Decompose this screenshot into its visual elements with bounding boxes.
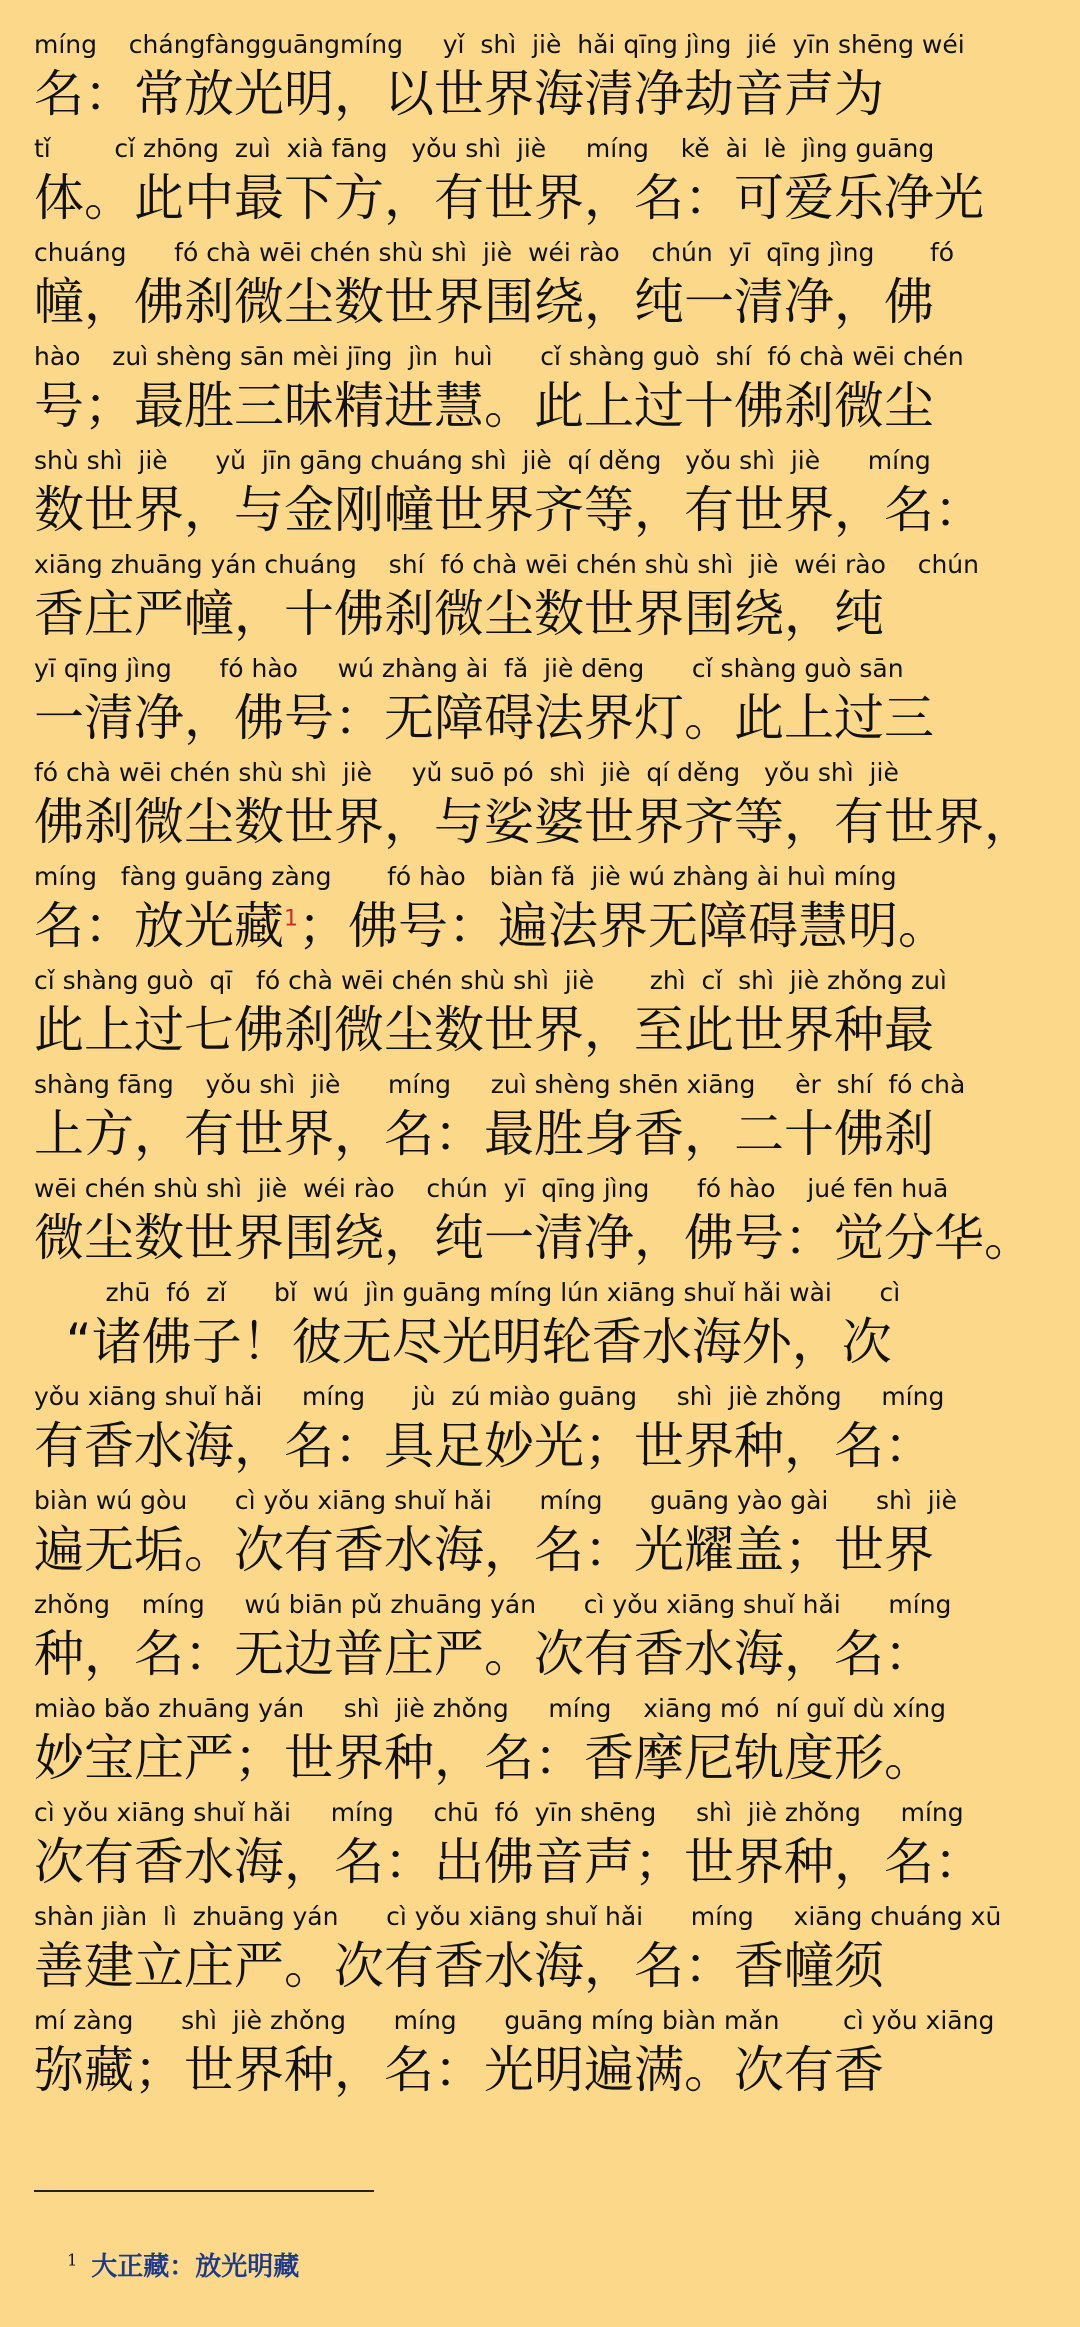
footnote: [34, 2207, 300, 2282]
text-line: [34, 1276, 1046, 1380]
pinyin-line: shàn jiàn lì zhuāng yán cì yǒu xiāng shuǐ hǎi míng xiāng chuáng xū: [34, 1902, 1002, 1931]
hanzi-line: 遍无垢。次有香水海，名：光耀盖；世界: [34, 1521, 934, 1579]
pinyin-line: shàng fāng yǒu shì jiè míng zuì shèng shēn xiāng èr shí fó chà: [34, 1070, 966, 1099]
hanzi-segment: ；佛号：遍法界无障碍慧明。: [298, 897, 948, 955]
text-line: [34, 444, 1046, 548]
pinyin-line: shù shì jiè yǔ jīn gāng chuáng shì jiè qí děng yǒu shì jiè míng: [34, 446, 931, 475]
hanzi-line: 次有香水海，名：出佛音声；世界种，名：: [34, 1833, 984, 1891]
text-line: [34, 1588, 1046, 1692]
hanzi-line: 有香水海，名：具足妙光；世界种，名：: [34, 1417, 934, 1475]
pinyin-line: chuáng fó chà wēi chén shù shì jiè wéi rào chún yī qīng jìng fó: [34, 238, 955, 267]
pinyin-line: cì yǒu xiāng shuǐ hǎi míng chū fó yīn shēng shì jiè zhǒng míng: [34, 1798, 964, 1827]
text-line: [34, 1068, 1046, 1172]
text-line: [34, 756, 1046, 860]
hanzi-line: 名：常放光明，以世界海清净劫音声为: [34, 65, 884, 123]
text-line: [34, 340, 1046, 444]
pinyin-line: zhū fó zǐ bǐ wú jìn guāng míng lún xiāng shuǐ hǎi wài cì: [34, 1278, 901, 1307]
footnote-number: 1: [67, 2250, 78, 2270]
pinyin-line: tǐ cǐ zhōng zuì xià fāng yǒu shì jiè míng kě ài lè jìng guāng: [34, 134, 935, 163]
pinyin-line: míng chángfàngguāngmíng yǐ shì jiè hǎi qīng jìng jié yīn shēng wéi: [34, 30, 965, 59]
pinyin-line: miào bǎo zhuāng yán shì jiè zhǒng míng xiāng mó ní guǐ dù xíng: [34, 1694, 946, 1723]
text-line: [34, 1692, 1046, 1796]
text-line: [34, 28, 1046, 132]
hanzi-line: 香庄严幢，十佛刹微尘数世界围绕，纯: [34, 585, 884, 643]
hanzi-line-with-footnote: [34, 894, 1046, 958]
footnote-divider: [34, 2190, 374, 2192]
footnote-marker[interactable]: 1: [284, 906, 298, 932]
hanzi-line: 上方，有世界，名：最胜身香，二十佛刹: [34, 1105, 934, 1163]
hanzi-line: 善建立庄严。次有香水海，名：香幢须: [34, 1937, 884, 1995]
text-line: [34, 1484, 1046, 1588]
text-line: [34, 964, 1046, 1068]
pinyin-line: mí zàng shì jiè zhǒng míng guāng míng biàn mǎn cì yǒu xiāng: [34, 2006, 995, 2035]
text-line: [34, 132, 1046, 236]
text-line: [34, 1172, 1046, 1276]
text-line: [34, 652, 1046, 756]
hanzi-line: 此上过七佛刹微尘数世界，至此世界种最: [34, 1001, 934, 1059]
pinyin-line: wēi chén shù shì jiè wéi rào chún yī qīng jìng fó hào jué fēn huā: [34, 1174, 949, 1203]
text-line: [34, 236, 1046, 340]
hanzi-line: 微尘数世界围绕，纯一清净，佛号：觉分华。: [34, 1209, 1034, 1267]
hanzi-line: 体。此中最下方，有世界，名：可爱乐净光: [34, 169, 984, 227]
text-line: [34, 2004, 1046, 2108]
pinyin-line: zhǒng míng wú biān pǔ zhuāng yán cì yǒu xiāng shuǐ hǎi míng: [34, 1590, 952, 1619]
hanzi-line: 种，名：无边普庄严。次有香水海，名：: [34, 1625, 934, 1683]
text-line: [34, 1900, 1046, 2004]
pinyin-line: xiāng zhuāng yán chuáng shí fó chà wēi chén shù shì jiè wéi rào chún: [34, 550, 979, 579]
hanzi-line: “诸佛子！彼无尽光明轮香水海外，次: [34, 1313, 892, 1371]
hanzi-segment: 名：放光藏: [34, 897, 284, 955]
hanzi-line: 弥藏；世界种，名：光明遍满。次有香: [34, 2041, 884, 2099]
pinyin-line: biàn wú gòu cì yǒu xiāng shuǐ hǎi míng guāng yào gài shì jiè: [34, 1486, 958, 1515]
pinyin-line: míng fàng guāng zàng fó hào biàn fǎ jiè wú zhàng ài huì míng: [34, 862, 897, 891]
pinyin-line: yǒu xiāng shuǐ hǎi míng jù zú miào guāng shì jiè zhǒng míng: [34, 1382, 945, 1411]
hanzi-line: 佛刹微尘数世界，与娑婆世界齐等，有世界，: [34, 793, 1034, 851]
pinyin-line: yī qīng jìng fó hào wú zhàng ài fǎ jiè dēng cǐ shàng guò sān: [34, 654, 904, 683]
pinyin-line: fó chà wēi chén shù shì jiè yǔ suō pó shì jiè qí děng yǒu shì jiè: [34, 758, 899, 787]
text-line: [34, 860, 1046, 964]
hanzi-line: 号；最胜三昧精进慧。此上过十佛刹微尘: [34, 377, 934, 435]
hanzi-line: 妙宝庄严；世界种，名：香摩尼轨度形。: [34, 1729, 934, 1787]
hanzi-line: 数世界，与金刚幢世界齐等，有世界，名：: [34, 481, 984, 539]
text-line: [34, 1380, 1046, 1484]
pinyin-line: cǐ shàng guò qī fó chà wēi chén shù shì jiè zhì cǐ shì jiè zhǒng zuì: [34, 966, 947, 995]
text-line: [34, 548, 1046, 652]
hanzi-line: 一清净，佛号：无障碍法界灯。此上过三: [34, 689, 934, 747]
hanzi-line: 幢，佛刹微尘数世界围绕，纯一清净，佛: [34, 273, 934, 331]
text-line: [34, 1796, 1046, 1900]
footnote-text: 大正藏：放光明藏: [91, 2252, 300, 2282]
pinyin-line: hào zuì shèng sān mèi jīng jìn huì cǐ shàng guò shí fó chà wēi chén: [34, 342, 964, 371]
